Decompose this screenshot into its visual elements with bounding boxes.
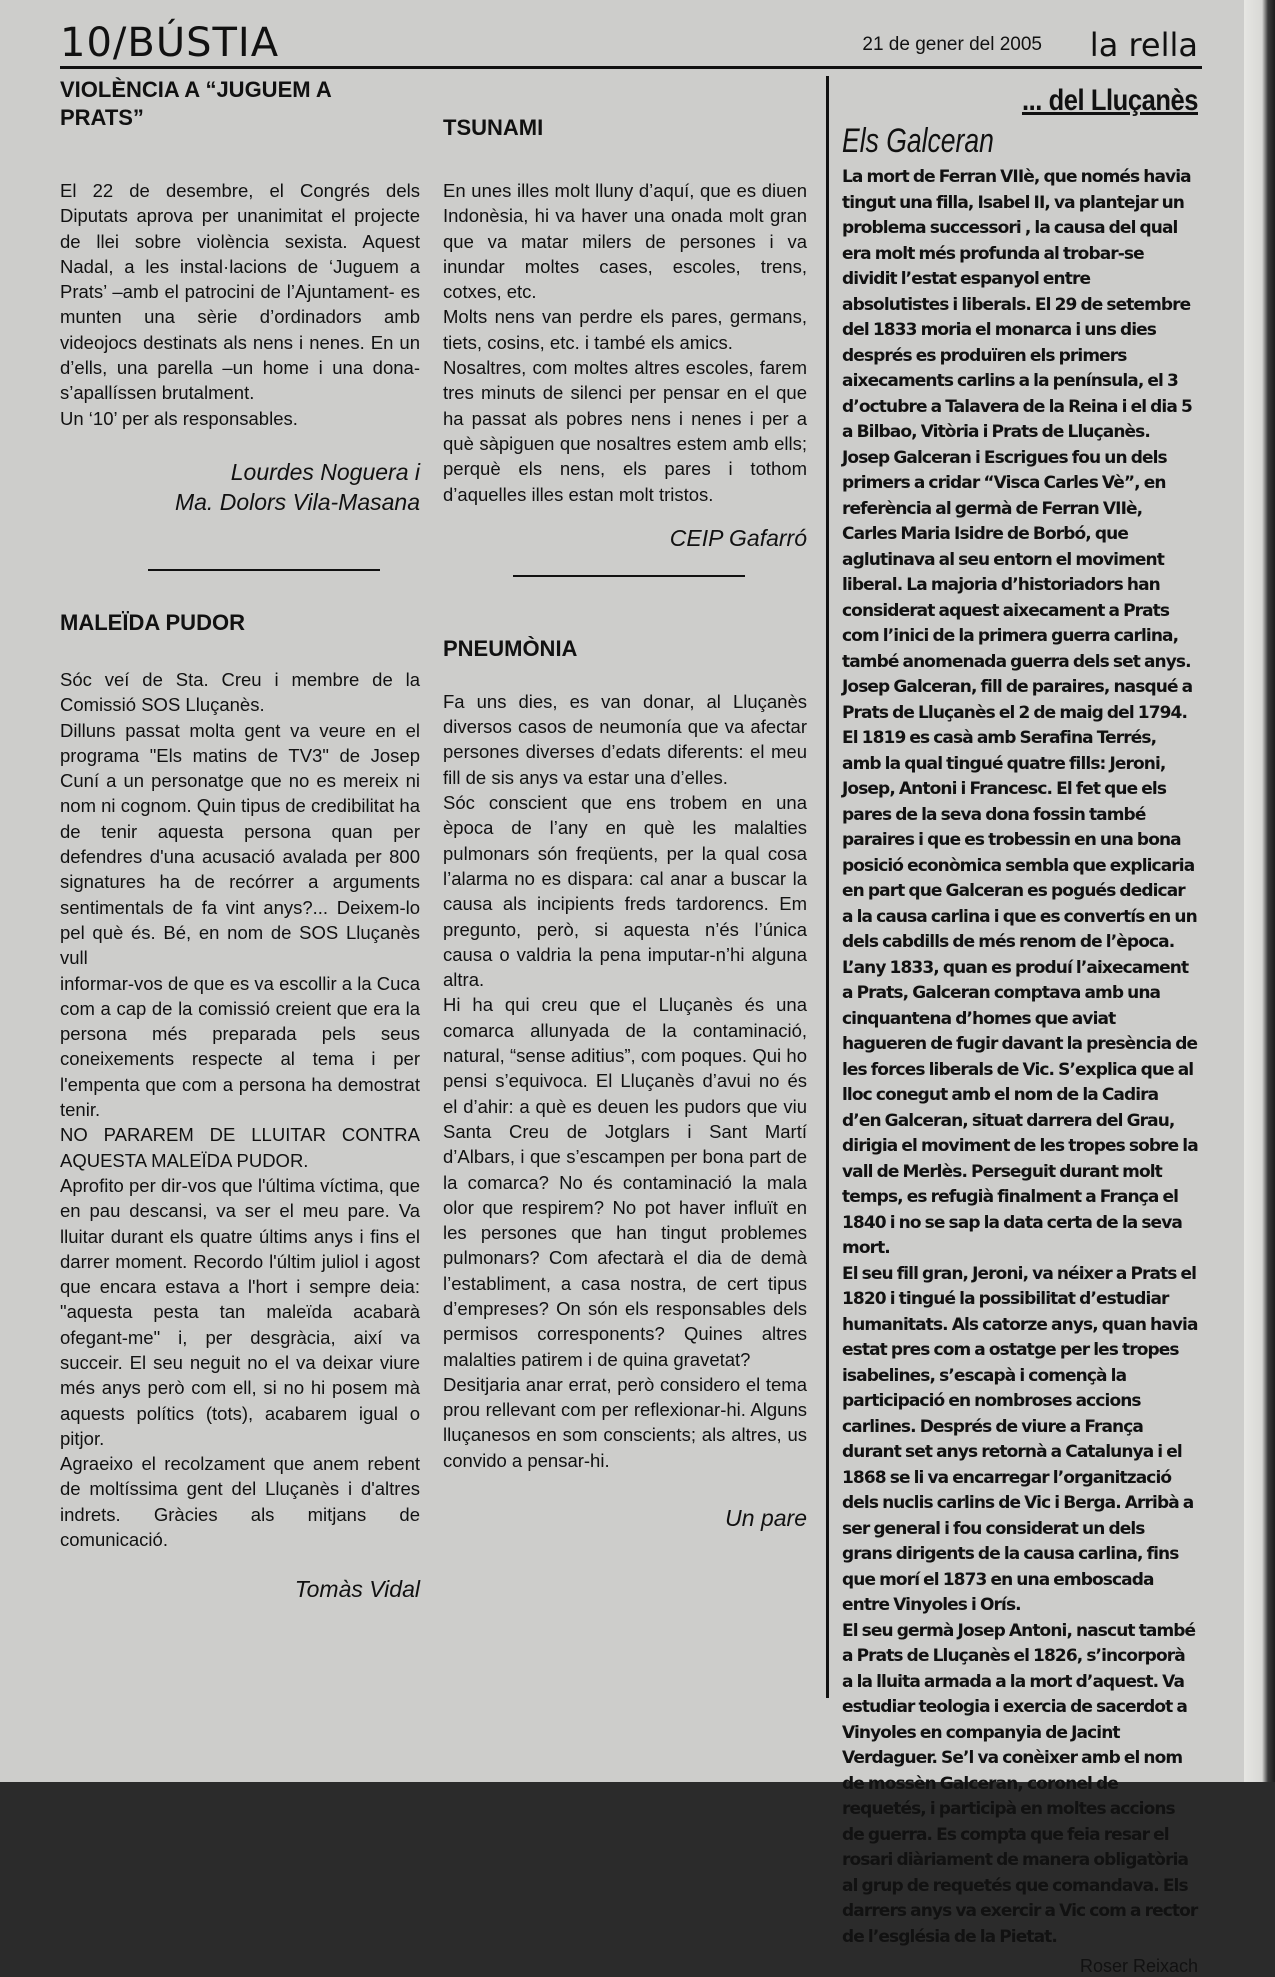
article-signature: Un pare <box>725 1505 807 1532</box>
column-3 <box>842 70 1198 1977</box>
article-tsunami <box>443 114 807 553</box>
article-title: TSUNAMI <box>443 115 544 140</box>
article-paragraph: Hi ha qui creu que el Lluçanès és una comarca allunyada de la contaminació, natural, “sense aditius”, com poques. Qui ho pensi s’equivoca. El Lluçanès d’avui no és el d’ahir: a què es deuen les pudors que viu Santa Creu de Jotglars i Sant Martí d’Albars, i que s’escampen per bona part de la comarca? No és contaminació la mala olor que respirem? No pot haver influït en les persones que han tingut problemes pulmonars? Com afectarà el dia de demà l’establiment, a casa nostra, de cert tipus d’empreses? On són els responsables dels permisos corresponents? Quines altres malalties patirem i de quina gravetat? <box>443 994 807 1370</box>
article-maleida-pudor <box>60 609 420 1604</box>
article-paragraph: Nosaltres, com moltes altres escoles, farem tres minuts de silenci per pensar en el que ha passat als pobres nens i nenes i per a què sàpiguen que nosaltres estem amb ells; perquè els nens, els pares i tothom d’aquelles illes estan molt tristos. <box>443 357 807 505</box>
article-title: Els Galceran <box>842 122 994 160</box>
article-body-closing: Un ‘10’ per als responsables. <box>60 407 298 429</box>
article-title: VIOLÈNCIA A “JUGUEM A PRATS” <box>60 77 331 130</box>
article-signature: CEIP Gafarró <box>669 524 807 551</box>
article-paragraph: El seu fill gran, Jeroni, va néixer a Prats el 1820 i tingué la possibilitat d’estudiar humanitats. Als catorze anys, quan havia estat pres com a ostatge per les tropes isabelines, s’escapà i començà la participació en nombroses accions carlines. Després de viure a França durant set anys retornà a Catalunya i el 1868 se li va encarregar l’organització dels nuclis carlins de Vic i Berga. Arribà a ser general i fou considerat un dels grans dirigents de la causa carlina, fins que morí el 1873 en una emboscada entre Vinyoles i Orís. <box>842 1263 1198 1615</box>
section-title: 10/BÚSTIA <box>60 20 280 66</box>
article-paragraph: Sóc veí de Sta. Creu i membre de la Comissió SOS Lluçanès. <box>60 668 420 716</box>
issue-date: 21 de gener del 2005 <box>862 34 1042 55</box>
article-paragraph: Molts nens van perdre els pares, germans, tiets, cosins, etc. i també els amics. <box>443 306 807 353</box>
section-kicker: ... del Lluçanès <box>1021 84 1198 117</box>
article-body <box>842 165 1198 1950</box>
article-paragraph: informar-vos de que es va escollir a la Cuca com a cap de la comissió creient que era la persona més preparada pels seus coneixements respecte al tema i per l'empenta que com a persona ha demostrat tenir. <box>60 972 420 1121</box>
article-signature: Tomàs Vidal <box>294 1576 420 1603</box>
article-signature: Lourdes Noguera i <box>230 458 420 485</box>
article-pneumonia <box>443 635 807 1533</box>
article-paragraph: Desitjaria anar errat, però considero el tema prou rellevant com per reflexionar-hi. Alguns lluçanesos en som conscients; als altres, us convido a pensar-hi. <box>443 1373 807 1471</box>
article-title: PNEUMÒNIA <box>443 635 578 661</box>
page-header <box>60 18 1202 69</box>
column-2 <box>443 70 807 1533</box>
article-paragraph: Dilluns passat molta gent va veure en el programa "Els matins de TV3" de Josep Cuní a un personatge que no es mereix ni nom ni cognom. Quin tipus de credibilitat ha de tenir aquesta persona quan per defendres d'una acusació avalada per 800 signatures ha de recórrer a arguments sentimentals de fa vint anys?... Deixem-lo pel què és. Bé, en nom de SOS Lluçanès vull <box>60 719 420 969</box>
article-paragraph: Aprofito per dir-vos que l'última víctima, que en pau descansi, va ser el meu pare. Va lluitar durant els quatre últims anys i fins el darrer moment. Recordo l'últim juliol i agost que encara estava a l'hort i sempre deia: "aquesta pesta tan maleïda acabarà ofegant-me" i, per desgràcia, així va succeir. El seu neguit no el va deixar viure més anys però com ell, si no hi posem mà aquests polítics (tots), acabarem igual o pitjor. <box>60 1174 420 1449</box>
article-paragraph: Agraeixo el recolzament que anem rebent de moltíssima gent del Lluçanès i d'altres indrets. Gràcies als mitjans de comunicació. <box>60 1453 420 1551</box>
article-paragraph: La mort de Ferran VIIè, que només havia tingut una filla, Isabel II, va plantejar un problema successori , la causa del qual era molt més profunda al trobar-se dividit l’estat espanyol entre absolutistes i liberals. El 29 de setembre del 1833 moria el monarca i uns dies després es produïren els primers aixecaments carlins a la península, el 3 d’octubre a Talavera de la Reina i el dia 5 a Bilbao, Vitòria i Prats de Lluçanès. Josep Galceran i Escrigues fou un dels primers a cridar “Visca Carles Vè”, en referència al germà de Ferran VIIè, Carles Maria Isidre de Borbó, que aglutinava al seu entorn el moviment liberal. La majoria d’historiadors han considerat aquest aixecament a Prats com l’inici de la primera guerra carlina, també anomenada guerra dels set anys. <box>842 167 1192 672</box>
divider <box>513 575 745 577</box>
column-1 <box>60 70 420 1604</box>
article-signature-2: Ma. Dolors Vila-Masana <box>174 488 420 515</box>
article-signature: Roser Reixach <box>1079 1956 1198 1976</box>
article-paragraph: Josep Galceran, fill de paraires, nasqué a Prats de Lluçanès el 2 de maig del 1794. El 1819 es casà amb Serafina Terrés, amb la qual tingué quatre fills: Jeroni, Josep, Antoni i Francesc. El fet que els pares de la seva dona fossin també paraires i que es trobessin en una bona posició econòmica sembla que explicaria en part que Galceran es pogués dedicar a la causa carlina i que es convertís en un dels cabdills de més renom de l’època. L’any 1833, quan es produí l’aixecament a Prats, Galceran comptava amb una cinquantena d’homes que aviat hagueren de fugir davant la presència de les forces liberals de Vic. S’explica que al lloc conegut amb el nom de la Cadira d’en Galceran, situat darrera del Grau, dirigia el moviment de les tropes sobre la vall de Merlès. Perseguit durant molt temps, es refugià finalment a França el 1840 i no se sap la data certa de la seva mort. <box>842 677 1198 1258</box>
article-paragraph: El seu germà Josep Antoni, nascut també a Prats de Lluçanès el 1826, s’incorporà a la lluita armada a la mort d’aquest. Va estudiar teologia i exercia de sacerdot a Vinyoles en companyia de Jacint Verdaguer. Se’l va conèixer amb el nom de mossèn Galceran, coronel de requetés, i participà en moltes accions de guerra. Es compta que feia resar el rosari diàriament de manera obligatòria al grup de requetés que comandava. Els darrers anys va exercir a Vic com a rector de l’església de la Pietat. <box>842 1620 1198 1947</box>
article-paragraph: Sóc conscient que ens trobem en una època de l’any en què les malalties pulmonars són freqüents, per la qual cosa l’alarma no es dispara: cal anar a buscar la causa als incipients freds tardorencs. Em pregunto, però, si aquesta n’és l’única causa o valdria la pena imputar-n’hi alguna altra. <box>443 792 807 991</box>
article-paragraph: NO PARAREM DE LLUITAR CONTRA AQUESTA MALEÏDA PUDOR. <box>60 1124 420 1171</box>
column-rule <box>826 76 829 1698</box>
article-body: El 22 de desembre, el Congrés dels Diputats aprova per unanimitat el projecte de llei sobre violència sexista. Aquest Nadal, a les instal·lacions de ‘Juguem a Prats’ –amb el patrocini de l’Ajuntament- es munten una sèrie d’ordinadors amb videojocs destinats als nens i nenes. En un d’ells, una parella –un home i una dona- s’apallíssen brutalment. <box>60 180 420 404</box>
page-edge <box>1244 0 1275 1782</box>
article-paragraph: Fa uns dies, es van donar, al Lluçanès diversos casos de neumonía que va afectar persones diverses d’edats diferents: el meu fill de sis anys va estar una d’elles. <box>443 690 807 788</box>
article-title: MALEÏDA PUDOR <box>60 609 245 635</box>
newspaper-name: la rella <box>1089 26 1198 64</box>
article-violencia <box>60 76 420 517</box>
divider <box>148 569 380 571</box>
article-paragraph: En unes illes molt lluny d’aquí, que es diuen Indonèsia, hi va haver una onada molt gran que va matar milers de persones i va inundar moltes cases, escoles, trens, cotxes, etc. <box>443 180 807 303</box>
